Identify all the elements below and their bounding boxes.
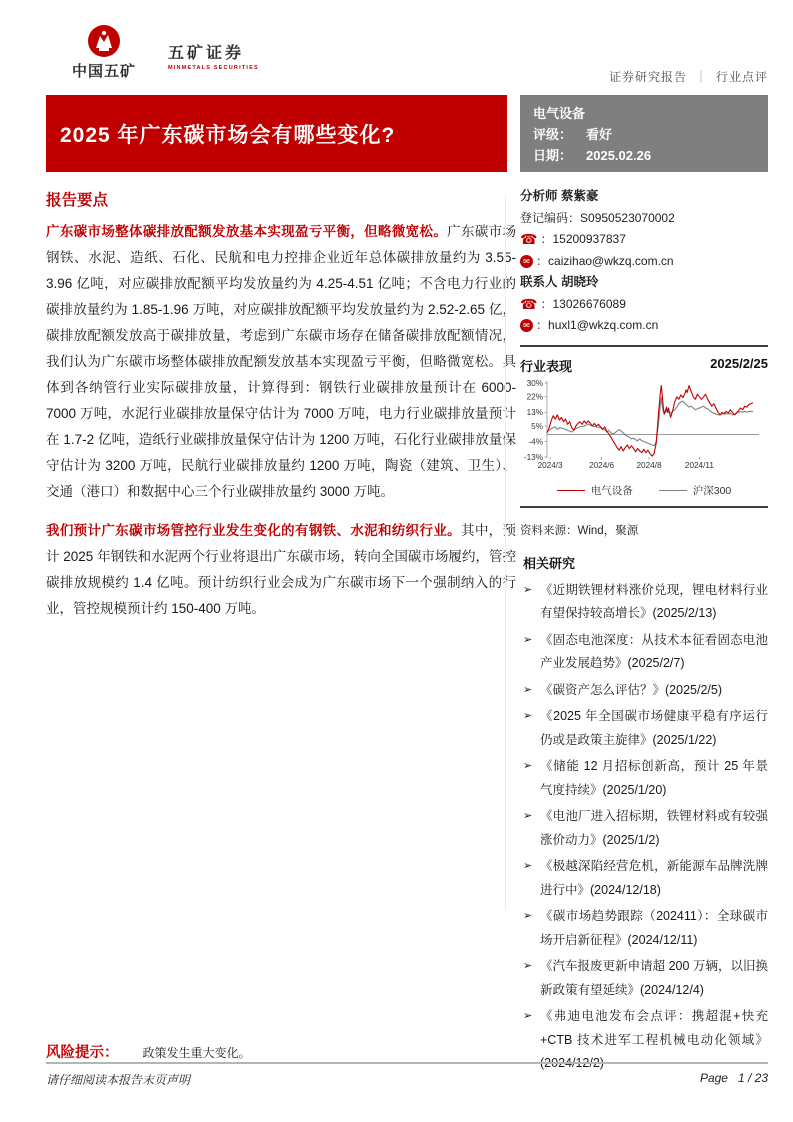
industry-performance-chart: [520, 377, 768, 471]
related-research-item[interactable]: ➢ 《储能 12 月招标创新高，预计 25 年景气度持续》(2025/1/20): [523, 755, 768, 802]
email-icon: ✉: [520, 319, 533, 332]
related-research-item[interactable]: ➢ 《碳市场趋势跟踪（202411）：全球碳市场开启新征程》(2024/12/11): [523, 905, 768, 952]
rating-value: 看好: [586, 127, 613, 142]
email-icon: ✉: [520, 255, 533, 268]
legend-line-electrical: [557, 490, 585, 491]
brand-name-en: MINMETALS SECURITIES: [168, 65, 259, 71]
rating-label: 评级：: [533, 127, 573, 142]
footer-divider: [46, 1062, 768, 1064]
svg-text:2024/8: 2024/8: [636, 460, 662, 470]
footer-disclaimer: 请仔细阅读本报告末页声明: [46, 1073, 191, 1087]
svg-text:5%: 5%: [531, 421, 543, 431]
chart-as-of-date: 2025/2/25: [710, 355, 768, 371]
page-number: Page 1 / 23: [699, 1071, 768, 1085]
doc-type: 证券研究报告: [608, 70, 687, 84]
risk-text: 政策发生重大变化。: [142, 1046, 251, 1060]
svg-text:-4%: -4%: [528, 436, 543, 446]
list-arrow-icon: ➢: [523, 1010, 533, 1022]
paragraph-2-lead: 我们预计广东碳市场管控行业发生变化的有钢铁、水泥和纺织行业。: [46, 523, 461, 538]
svg-text:30%: 30%: [526, 378, 543, 388]
phone-icon: ☎: [520, 295, 538, 312]
list-arrow-icon: ➢: [523, 633, 533, 646]
list-arrow-icon: ➢: [523, 960, 533, 972]
colon: ：: [536, 253, 549, 268]
legend-label-csi300: 沪深300: [692, 484, 732, 497]
analyst-email[interactable]: caizihao@wkzq.com.cn: [548, 253, 674, 268]
legend-line-csi300: [659, 490, 687, 491]
colon: ：: [540, 232, 553, 246]
svg-text:2024/11: 2024/11: [684, 460, 714, 470]
risk-label: 风险提示：: [46, 1045, 119, 1061]
contact-name: 胡晓玲: [561, 275, 599, 289]
logo-org-name: 中国五矿: [71, 63, 136, 80]
list-arrow-icon: ➢: [523, 760, 533, 772]
minmetals-emblem-icon: [87, 24, 121, 58]
sidebar-divider: [520, 345, 768, 347]
analyst-phone: 15200937837: [552, 232, 626, 246]
sidebar: [520, 186, 768, 1079]
analyst-name: 蔡紫豪: [561, 189, 599, 203]
list-arrow-icon: ➢: [523, 860, 533, 872]
list-arrow-icon: ➢: [523, 583, 533, 596]
phone-icon: ☎: [520, 231, 538, 248]
company-logo: [56, 24, 259, 81]
svg-text:-13%: -13%: [523, 452, 543, 462]
list-arrow-icon: ➢: [523, 683, 533, 696]
reg-code-value: S0950523070002: [580, 210, 675, 225]
related-research-heading: 相关研究: [523, 555, 576, 571]
report-type-breadcrumb: [609, 68, 768, 85]
risk-warning: [46, 1041, 251, 1062]
legend-label-electrical: 电气设备: [590, 484, 633, 497]
page-footer: [46, 1071, 768, 1088]
colon: ：: [540, 296, 553, 311]
chart-title: 行业表现: [520, 358, 573, 374]
chart-legend: [520, 483, 768, 498]
paragraph-1: [46, 219, 516, 505]
sidebar-divider: [520, 506, 768, 508]
paragraph-2: [46, 518, 516, 622]
related-research-item[interactable]: ➢ 《极越深陷经营危机，新能源车品牌洗牌进行中》(2024/12/18): [523, 855, 768, 902]
chart-source: 资料来源：Wind，聚源: [520, 524, 639, 537]
related-research-item[interactable]: ➢ 《弗迪电池发布会点评：携超混+快充+CTB 技术进军工程机械电动化领域》(2024/12/2): [523, 1005, 768, 1076]
analyst-block: [520, 186, 768, 337]
column-divider: [505, 195, 506, 910]
related-research-item[interactable]: ➢ 《碳资产怎么评估？》(2025/2/5): [523, 679, 768, 703]
svg-text:22%: 22%: [526, 392, 543, 402]
title-banner: [46, 95, 507, 172]
doc-type-separator: ｜: [694, 70, 708, 84]
related-research-item[interactable]: ➢ 《2025 年全国碳市场健康平稳有序运行仍或是政策主旋律》(2025/1/22): [523, 705, 768, 752]
brand-name: 五矿证券: [168, 45, 245, 62]
svg-text:13%: 13%: [526, 407, 543, 417]
colon: ：: [536, 318, 549, 332]
related-research-item[interactable]: ➢ 《近期铁锂材料涨价兑现，锂电材料行业有望保持较高增长》(2025/2/13): [523, 579, 768, 626]
list-arrow-icon: ➢: [523, 710, 533, 722]
analyst-label: 分析师: [520, 189, 558, 203]
related-research-item[interactable]: ➢ 《固态电池深度：从技术本征看固态电池产业发展趋势》(2025/2/7): [523, 629, 768, 676]
contact-phone: 13026676089: [552, 296, 626, 311]
reg-code-label: 登记编码：: [520, 210, 581, 225]
list-arrow-icon: ➢: [523, 810, 533, 822]
industry-name: 电气设备: [533, 106, 586, 121]
list-arrow-icon: ➢: [523, 910, 533, 922]
contact-email[interactable]: huxl1@wkzq.com.cn: [548, 318, 659, 332]
related-research-item[interactable]: ➢ 《电池厂进入招标期，铁锂材料或有较强涨价动力》(2025/1/2): [523, 805, 768, 852]
date-value: 2025.02.26: [586, 148, 652, 163]
report-body: [46, 188, 516, 635]
key-points-heading: 报告要点: [46, 192, 109, 209]
paragraph-1-body: 广东碳市场钢铁、水泥、造纸、石化、民航和电力控排企业近年总体碳排放量约为 3.55-3.96 亿吨，对应碳排放配额平均发放量约为 4.25-4.51 亿吨；不含电力行业的碳排放量约为 1.85-1.96 万吨，对应碳排放配额平均发放量约为 2.52-2.65 亿，碳排放配额发放高于碳排放量，考虑到广东碳市场存在储备碳排放配额情况，我们认为广东碳市场整体碳排放配额发放基本实现盈亏平衡，但略微宽松。具体到各纳管行业实际碳排放量，计算得到：钢铁行业碳排放量预计在 6000-7000 万吨，水泥行业碳排放量保守估计为 7000 万吨，电力行业碳排放量预计在 1.7-2 亿吨，造纸行业碳排放量保守估计为 1200 万吨，石化行业碳排放量保守估计为 3200 万吨，民航行业碳排放量约 1200 万吨，陶瓷（建筑、卫生）、交通（港口）和数据中心三个行业碳排放量约 3000 万吨。: [46, 224, 517, 499]
doc-category: 行业点评: [715, 70, 768, 84]
related-research-item[interactable]: ➢ 《汽车报废更新申请超 200 万辆，以旧换新政策有望延续》(2024/12/4): [523, 955, 768, 1002]
svg-text:2024/3: 2024/3: [537, 460, 563, 470]
paragraph-2-body: 其中，预计 2025 年钢铁和水泥两个行业将退出广东碳市场，转向全国碳市场履约，管控碳排放规模约 1.4 亿吨。预计纺织行业会成为广东碳市场下一个强制纳入的行业，管控规模预计约 150-400 万吨。: [46, 523, 517, 616]
report-title: 2025 年广东碳市场会有哪些变化?: [60, 123, 396, 147]
rating-info-box: [520, 95, 768, 172]
svg-text:2024/6: 2024/6: [589, 460, 615, 470]
paragraph-1-lead: 广东碳市场整体碳排放配额发放基本实现盈亏平衡，但略微宽松。: [46, 224, 448, 239]
date-label: 日期：: [533, 148, 573, 163]
related-research-list: [520, 579, 768, 1076]
contact-label: 联系人: [520, 275, 558, 289]
